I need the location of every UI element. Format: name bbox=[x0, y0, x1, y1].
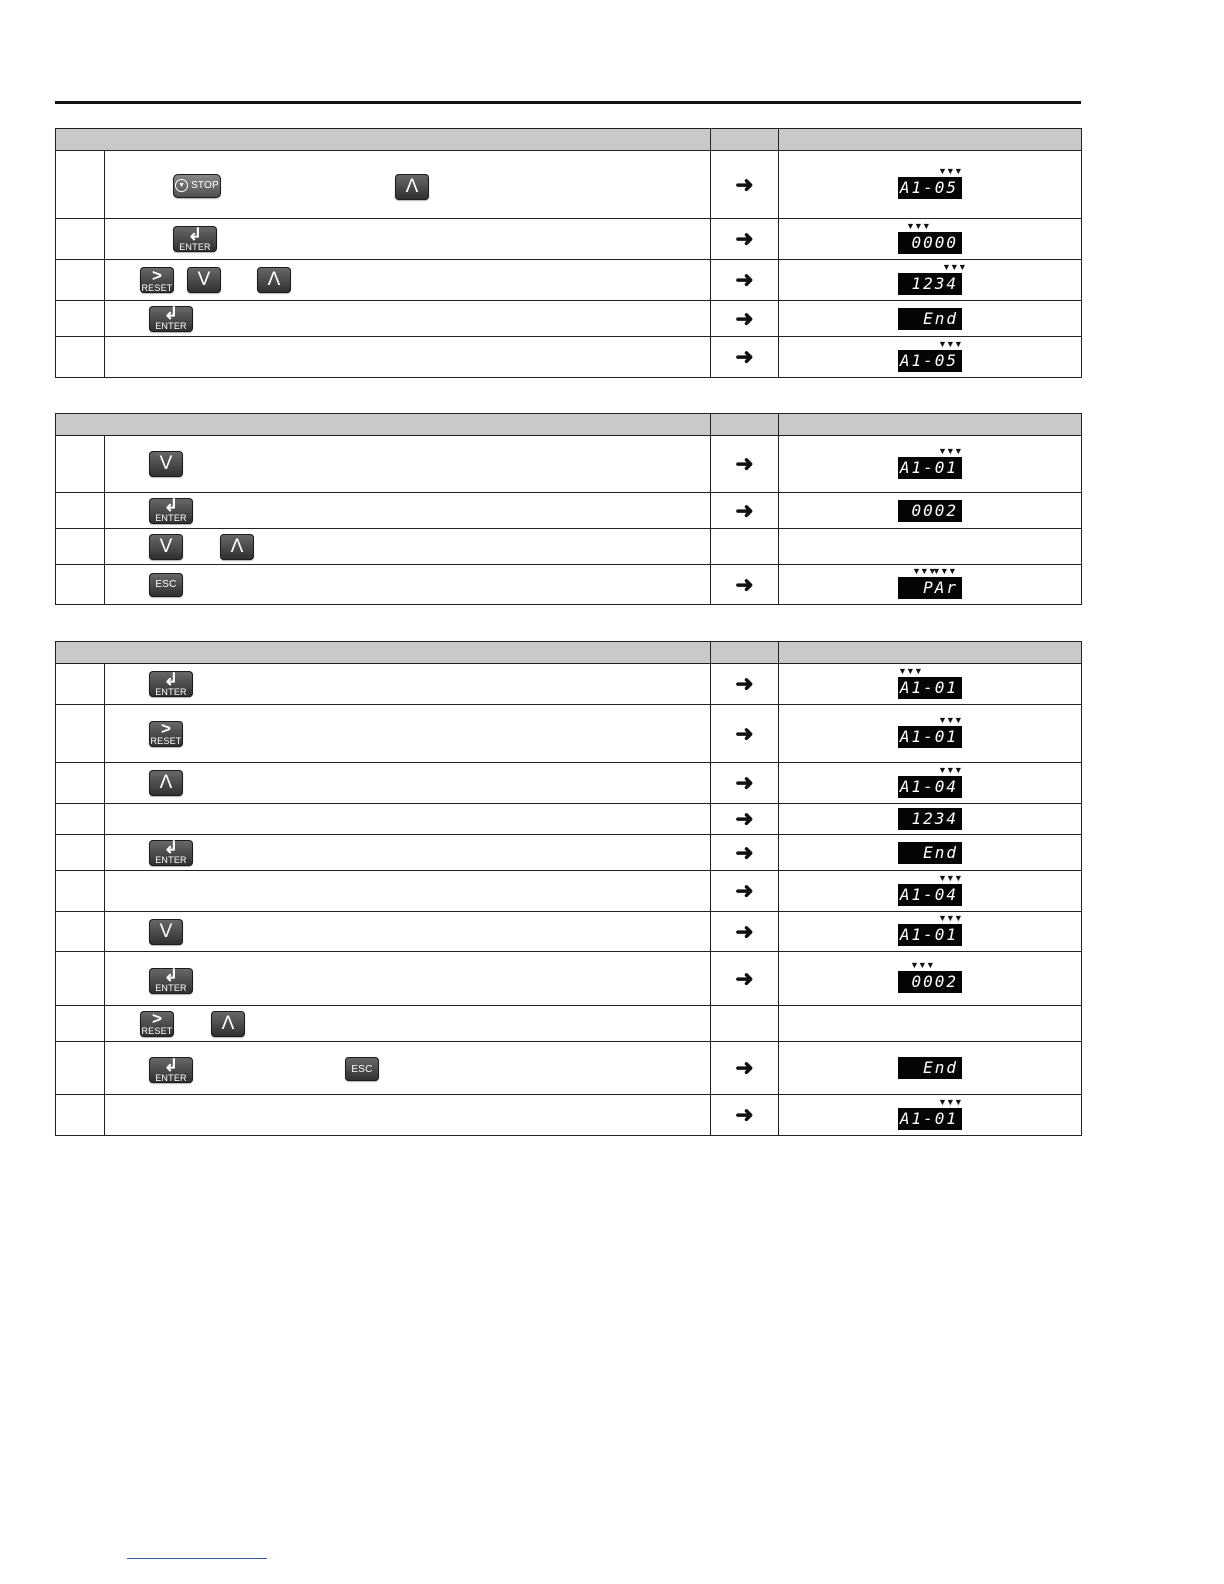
table-row bbox=[56, 529, 1082, 565]
arrow-icon: ➜ bbox=[711, 912, 779, 952]
up-arrow-key[interactable] bbox=[149, 770, 183, 796]
enter-icon: ↲ bbox=[163, 496, 179, 515]
enter-key[interactable]: ↲ ENTER bbox=[149, 498, 193, 524]
right-arrow-icon: > bbox=[161, 719, 171, 738]
table-row bbox=[56, 436, 1082, 493]
led-display: 0002 bbox=[898, 500, 962, 522]
enter-icon: ↲ bbox=[163, 838, 179, 857]
enter-icon: ↲ bbox=[163, 966, 179, 985]
up-arrow-icon: Λ bbox=[230, 535, 244, 557]
down-arrow-key[interactable] bbox=[149, 534, 183, 560]
table-row bbox=[56, 260, 1082, 301]
up-arrow-icon: Λ bbox=[159, 772, 173, 793]
up-arrow-key[interactable] bbox=[220, 534, 254, 560]
led-display: PAr bbox=[898, 577, 962, 599]
enter-key[interactable]: ↲ ENTER bbox=[149, 306, 193, 332]
table-row bbox=[56, 337, 1082, 378]
blink-indicator-icon: ▼▼▼ bbox=[938, 872, 962, 883]
procedure-table-1 bbox=[55, 128, 1082, 378]
led-display: A1-01 bbox=[898, 457, 962, 479]
led-display: End bbox=[898, 1057, 962, 1079]
up-arrow-icon: Λ bbox=[267, 269, 281, 290]
blink-indicator-icon: ▼▼▼ bbox=[910, 960, 934, 970]
table-row bbox=[56, 493, 1082, 529]
esc-key[interactable]: ESC bbox=[345, 1057, 379, 1081]
table-row bbox=[56, 952, 1082, 1006]
table-header bbox=[56, 129, 1082, 151]
arrow-icon: ➜ bbox=[711, 1095, 779, 1136]
led-display: A1-01 bbox=[898, 726, 962, 748]
table-row bbox=[56, 835, 1082, 871]
blink-indicator-icon: ▼▼▼ bbox=[938, 913, 962, 923]
led-display: 1234 bbox=[898, 273, 962, 295]
enter-key[interactable]: ↲ ENTER bbox=[149, 1057, 193, 1083]
up-arrow-icon: Λ bbox=[405, 175, 419, 197]
arrow-icon: ➜ bbox=[711, 705, 779, 763]
table-row bbox=[56, 219, 1082, 260]
table-row bbox=[56, 871, 1082, 912]
table-row bbox=[56, 705, 1082, 763]
arrow-icon: ➜ bbox=[711, 219, 779, 260]
table-row bbox=[56, 912, 1082, 952]
led-display: A1-01 bbox=[898, 1108, 962, 1130]
reset-key[interactable]: > RESET bbox=[141, 265, 173, 293]
arrow-icon: ➜ bbox=[711, 871, 779, 912]
enter-key[interactable]: ↲ ENTER bbox=[149, 968, 193, 994]
led-display: End bbox=[898, 842, 962, 864]
down-arrow-icon: V bbox=[159, 920, 173, 942]
up-arrow-icon: Λ bbox=[221, 1012, 235, 1034]
arrow-icon: ➜ bbox=[711, 1042, 779, 1095]
right-arrow-icon: > bbox=[152, 265, 162, 285]
table-row bbox=[56, 1006, 1082, 1042]
table-row bbox=[56, 1042, 1082, 1095]
up-arrow-key[interactable] bbox=[211, 1011, 245, 1037]
led-display: A1-01 bbox=[898, 677, 962, 699]
right-arrow-icon: > bbox=[152, 1009, 162, 1028]
down-arrow-key[interactable] bbox=[187, 267, 221, 293]
reset-key[interactable]: > RESET bbox=[141, 1009, 173, 1036]
blink-indicator-icon: ▼▼▼ bbox=[938, 1096, 962, 1107]
table-row bbox=[56, 664, 1082, 705]
enter-key[interactable]: ↲ ENTER bbox=[149, 671, 193, 697]
blink-indicator-icon: ▼▼▼ bbox=[912, 566, 936, 576]
enter-icon: ↲ bbox=[163, 1055, 179, 1075]
enter-key[interactable]: ↲ ENTER bbox=[173, 226, 217, 252]
arrow-icon: ➜ bbox=[711, 763, 779, 804]
procedure-table-2 bbox=[55, 413, 1082, 605]
arrow-icon: ➜ bbox=[711, 493, 779, 529]
enter-icon: ↲ bbox=[187, 224, 203, 244]
stop-icon: ▼ bbox=[175, 179, 188, 192]
down-arrow-key[interactable] bbox=[149, 919, 183, 945]
blink-indicator-icon: ▼▼▼ bbox=[938, 166, 962, 176]
arrow-icon: ➜ bbox=[711, 436, 779, 493]
enter-icon: ↲ bbox=[163, 304, 179, 323]
table-row bbox=[56, 763, 1082, 804]
arrow-icon: ➜ bbox=[711, 952, 779, 1006]
enter-key[interactable]: ↲ ENTER bbox=[149, 840, 193, 866]
table-row bbox=[56, 301, 1082, 337]
arrow-icon: ➜ bbox=[711, 337, 779, 378]
blink-indicator-icon: ▼▼▼ bbox=[938, 764, 962, 775]
arrow-icon: ➜ bbox=[711, 835, 779, 871]
blink-indicator-icon: ▼▼▼ bbox=[906, 220, 930, 231]
arrow-icon: ➜ bbox=[711, 151, 779, 219]
arrow-icon: ➜ bbox=[711, 804, 779, 835]
stop-key[interactable]: ▼ STOP bbox=[173, 174, 221, 198]
arrow-icon: ➜ bbox=[711, 565, 779, 605]
up-arrow-key[interactable] bbox=[395, 174, 429, 200]
blink-indicator-icon: ▼▼▼ bbox=[932, 566, 956, 576]
table-header bbox=[56, 642, 1082, 664]
top-rule bbox=[55, 101, 1081, 104]
table-row bbox=[56, 1095, 1082, 1136]
led-display: End bbox=[898, 308, 962, 330]
table-header bbox=[56, 414, 1082, 436]
table-row bbox=[56, 151, 1082, 219]
blink-indicator-icon: ▼▼▼ bbox=[898, 665, 922, 676]
down-arrow-key[interactable] bbox=[149, 451, 183, 477]
led-display: A1-01 bbox=[898, 924, 962, 946]
led-display: A1-04 bbox=[898, 776, 962, 798]
down-arrow-icon: V bbox=[159, 453, 173, 474]
esc-key[interactable]: ESC bbox=[149, 573, 183, 597]
down-arrow-icon: V bbox=[159, 535, 173, 557]
arrow-icon: ➜ bbox=[711, 301, 779, 337]
arrow-icon: ➜ bbox=[711, 260, 779, 301]
blink-indicator-icon: ▼▼▼ bbox=[938, 715, 962, 725]
led-display: 0002 bbox=[898, 971, 962, 993]
footer-link-underline[interactable] bbox=[127, 1558, 267, 1559]
arrow-icon: ➜ bbox=[711, 664, 779, 705]
blink-indicator-icon: ▼▼▼ bbox=[938, 445, 962, 456]
reset-key[interactable]: > RESET bbox=[150, 719, 182, 746]
led-display: 0000 bbox=[898, 232, 962, 254]
led-display: A1-05 bbox=[898, 350, 962, 372]
blink-indicator-icon: ▼▼▼ bbox=[938, 338, 962, 349]
led-display: A1-05 bbox=[898, 177, 962, 199]
enter-icon: ↲ bbox=[163, 669, 179, 689]
table-row bbox=[56, 804, 1082, 835]
led-display: 1234 bbox=[898, 808, 962, 830]
blink-indicator-icon: ▼▼▼ bbox=[942, 261, 966, 272]
table-row bbox=[56, 565, 1082, 605]
led-display: A1-04 bbox=[898, 884, 962, 906]
procedure-table-3 bbox=[55, 641, 1082, 1136]
up-arrow-key[interactable] bbox=[257, 267, 291, 293]
down-arrow-icon: V bbox=[197, 269, 211, 290]
